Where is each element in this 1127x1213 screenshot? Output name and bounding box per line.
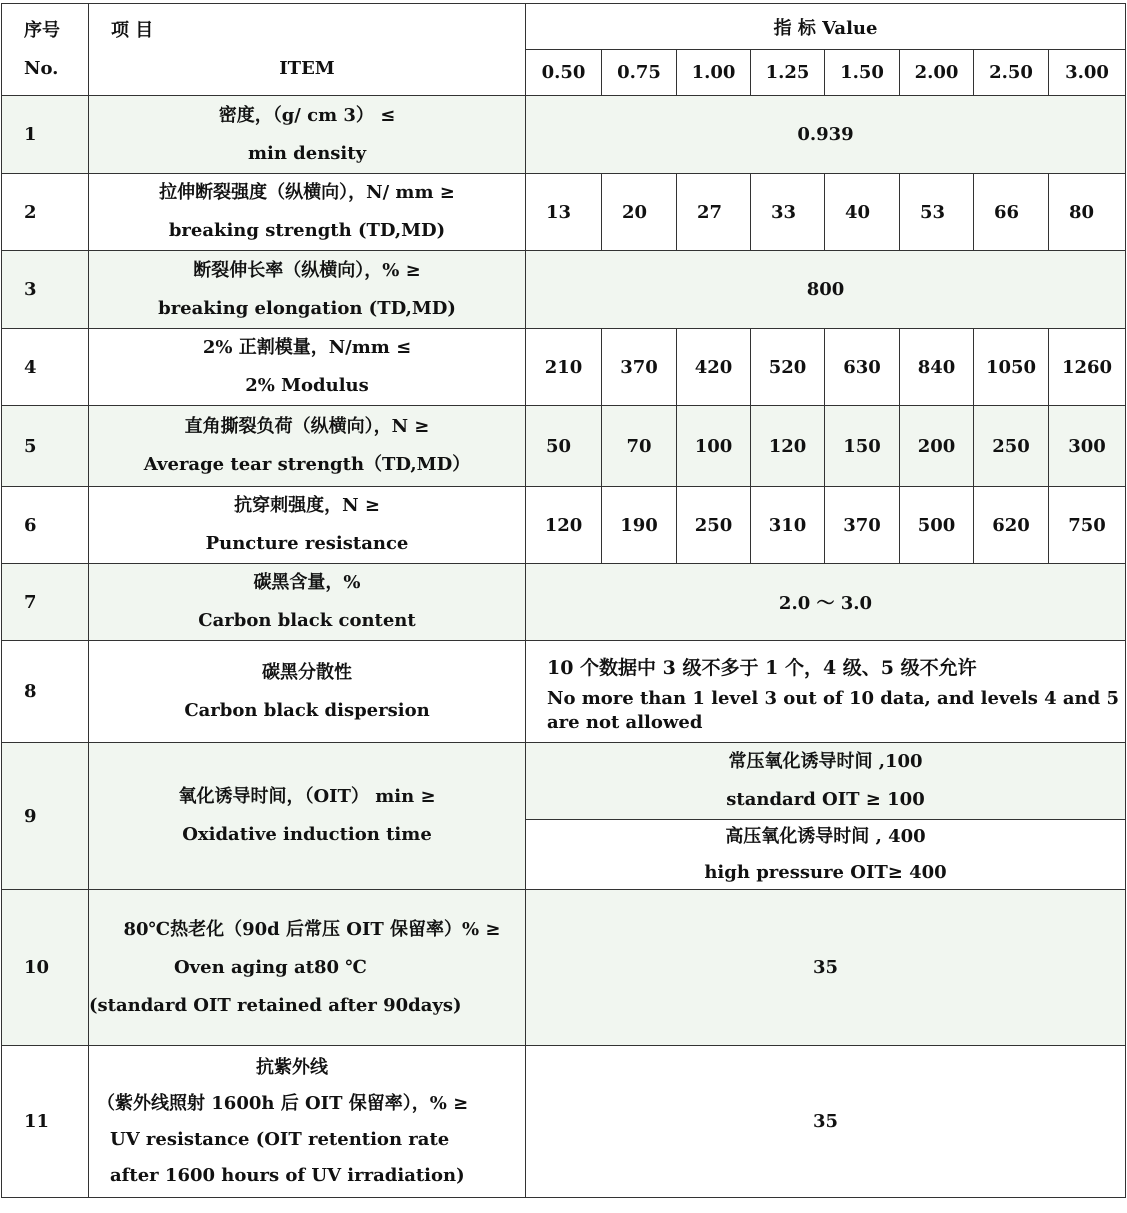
row-value: 2.0 ～ 3.0 — [526, 564, 1126, 641]
cell-value: 210 — [526, 329, 602, 406]
table-row — [2, 564, 1126, 641]
row-no: 8 — [2, 641, 89, 743]
item-cn: 抗穿刺强度，N ≥ — [234, 495, 380, 516]
cell-value: 1050 — [974, 329, 1049, 406]
table-row — [2, 641, 1126, 743]
cell-value: 200 — [900, 406, 974, 487]
high-pressure-oit-en: high pressure OIT≥ 400 — [704, 861, 947, 883]
high-pressure-oit-cell — [526, 819, 1125, 889]
row-value: 800 — [526, 251, 1126, 329]
table-row — [2, 406, 1126, 487]
header-item-en: ITEM — [279, 57, 335, 79]
dispersion-cn: 10 个数据中 3 级不多于 1 个，4 级、5 级不允许 — [547, 656, 977, 679]
spec-table — [1, 3, 1126, 1198]
row-item — [89, 96, 526, 174]
thickness-150: 1.50 — [825, 50, 900, 96]
row-value — [526, 641, 1126, 743]
item-line-1: 抗紫外线 — [256, 1056, 328, 1078]
item-en: Average tear strength（TD,MD） — [143, 454, 471, 475]
cell-value: 50 — [526, 406, 602, 487]
row-no: 3 — [2, 251, 89, 329]
thickness-200: 2.00 — [900, 50, 974, 96]
cell-value: 420 — [677, 329, 751, 406]
row-no: 10 — [2, 890, 89, 1046]
cell-value: 20 — [602, 174, 677, 251]
cell-value: 66 — [974, 174, 1049, 251]
row-item — [89, 1046, 526, 1198]
item-line-2: （紫外线照射 1600h 后 OIT 保留率），% ≥ — [97, 1092, 469, 1114]
cell-value: 13 — [526, 174, 602, 251]
cell-value: 70 — [602, 406, 677, 487]
item-line-2: Oven aging at80 ℃ — [174, 956, 367, 978]
cell-value: 80 — [1049, 174, 1126, 251]
item-line-3: UV resistance (OIT retention rate — [110, 1128, 450, 1150]
item-cn: 碳黑分散性 — [262, 661, 352, 683]
row-item — [89, 890, 526, 1046]
row-item — [89, 641, 526, 743]
header-item-cell — [89, 4, 526, 96]
cell-value: 40 — [825, 174, 900, 251]
table-row — [2, 174, 1126, 251]
item-en: Carbon black content — [198, 610, 416, 631]
item-en: breaking strength (TD,MD) — [168, 220, 446, 241]
table-row — [2, 329, 1126, 406]
item-cn: 密度，（g/ cm 3） ≤ — [218, 104, 396, 126]
cell-value: 100 — [677, 406, 751, 487]
cell-value: 370 — [825, 487, 900, 564]
thickness-250: 2.50 — [974, 50, 1049, 96]
cell-value: 33 — [751, 174, 825, 251]
cell-value: 250 — [677, 487, 751, 564]
header-no-cell — [2, 4, 89, 96]
item-cn: 2% 正割模量，N/mm ≤ — [202, 337, 412, 358]
thickness-300: 3.00 — [1049, 50, 1126, 96]
cell-value: 120 — [526, 487, 602, 564]
header-no-cn: 序号 — [24, 19, 60, 41]
row-item — [89, 564, 526, 641]
header-no-en: No. — [24, 57, 59, 79]
item-cn: 拉伸断裂强度（纵横向），N/ mm ≥ — [159, 182, 455, 203]
table-row — [2, 890, 1126, 1046]
cell-value: 500 — [900, 487, 974, 564]
standard-oit-en: standard OIT ≥ 100 — [726, 789, 925, 810]
item-en: Carbon black dispersion — [184, 699, 430, 721]
standard-oit-cell — [526, 743, 1125, 819]
standard-oit-cn: 常压氧化诱导时间 ,100 — [728, 751, 923, 772]
thickness-075: 0.75 — [602, 50, 677, 96]
cell-value: 310 — [751, 487, 825, 564]
row-no: 4 — [2, 329, 89, 406]
cell-value: 1260 — [1049, 329, 1126, 406]
table-row — [2, 743, 1126, 890]
table-row — [2, 96, 1126, 174]
row-value: 0.939 — [526, 96, 1126, 174]
cell-value: 120 — [751, 406, 825, 487]
thickness-050: 0.50 — [526, 50, 602, 96]
table-row — [2, 251, 1126, 329]
row-no: 9 — [2, 743, 89, 890]
item-line-1: 80℃热老化（90d 后常压 OIT 保留率）% ≥ — [123, 918, 501, 940]
thickness-100: 1.00 — [677, 50, 751, 96]
row-no: 1 — [2, 96, 89, 174]
header-value: 指 标 Value — [526, 4, 1126, 50]
row-value: 35 — [526, 1046, 1126, 1198]
cell-value: 620 — [974, 487, 1049, 564]
cell-value: 150 — [825, 406, 900, 487]
table-row — [2, 487, 1126, 564]
cell-value: 53 — [900, 174, 974, 251]
row-item — [89, 251, 526, 329]
row-item — [89, 174, 526, 251]
item-en: min density — [247, 142, 367, 164]
cell-value: 300 — [1049, 406, 1126, 487]
item-cn: 断裂伸长率（纵横向），% ≥ — [193, 259, 421, 281]
row-no: 6 — [2, 487, 89, 564]
item-cn: 碳黑含量，% — [253, 572, 361, 593]
item-en: breaking elongation (TD,MD) — [158, 297, 456, 319]
item-line-3: (standard OIT retained after 90days) — [89, 994, 462, 1016]
cell-value: 750 — [1049, 487, 1126, 564]
row-item — [89, 743, 526, 890]
cell-value: 520 — [751, 329, 825, 406]
cell-value: 190 — [602, 487, 677, 564]
item-en: Puncture resistance — [205, 533, 409, 554]
item-en: Oxidative induction time — [182, 824, 432, 845]
dispersion-en: No more than 1 level 3 out of 10 data, and levels 4 and 5 are not allowed — [547, 687, 1120, 733]
item-cn: 氧化诱导时间，（OIT） min ≥ — [178, 786, 436, 807]
thickness-125: 1.25 — [751, 50, 825, 96]
item-line-4: after 1600 hours of UV irradiation) — [110, 1164, 465, 1186]
table-row — [2, 1046, 1126, 1198]
cell-value: 250 — [974, 406, 1049, 487]
cell-value: 370 — [602, 329, 677, 406]
cell-value: 27 — [677, 174, 751, 251]
row-value — [526, 743, 1126, 890]
row-no: 7 — [2, 564, 89, 641]
row-item — [89, 406, 526, 487]
item-cn: 直角撕裂负荷（纵横向），N ≥ — [184, 416, 430, 437]
row-no: 2 — [2, 174, 89, 251]
row-item — [89, 329, 526, 406]
cell-value: 840 — [900, 329, 974, 406]
item-en: 2% Modulus — [245, 375, 369, 396]
high-pressure-oit-cn: 高压氧化诱导时间 , 400 — [725, 825, 926, 847]
row-no: 5 — [2, 406, 89, 487]
row-value: 35 — [526, 890, 1126, 1046]
row-no: 11 — [2, 1046, 89, 1198]
row-item — [89, 487, 526, 564]
header-item-cn: 项 目 — [111, 19, 154, 41]
cell-value: 630 — [825, 329, 900, 406]
